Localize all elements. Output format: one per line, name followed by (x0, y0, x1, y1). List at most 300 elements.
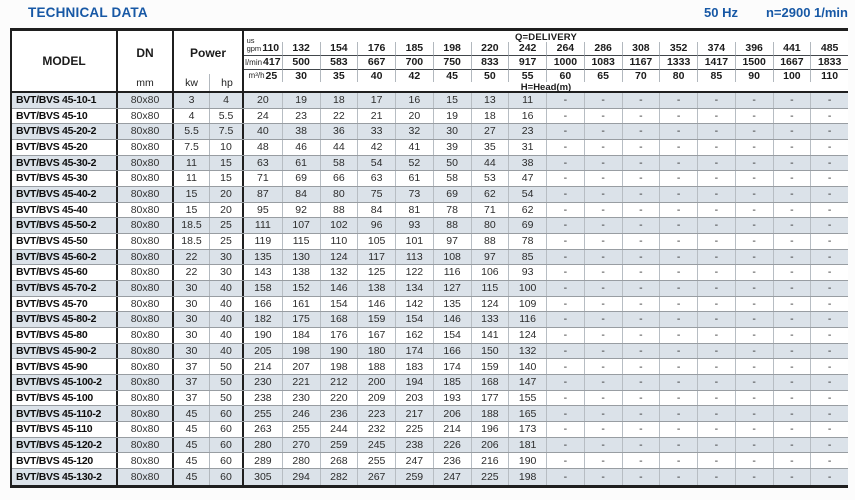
dn-cell: 80x80 (118, 109, 174, 124)
lmin-value-cell (282, 56, 320, 70)
dn-label: DN (136, 45, 154, 60)
head-value-cell: - (584, 422, 622, 437)
head-value-cell: 124 (471, 297, 509, 312)
model-cell: BVT/BVS 45-90 (12, 359, 118, 374)
head-value-cell: 41 (395, 140, 433, 155)
head-value-cell: - (773, 140, 811, 155)
technical-data-table (10, 28, 848, 488)
head-value-cell: 154 (433, 328, 471, 343)
head-value-cell: - (622, 218, 660, 233)
head-value-cell: 150 (471, 344, 509, 359)
head-value-cell: - (735, 218, 773, 233)
head-value-cell: - (810, 328, 848, 343)
head-value-cell: 238 (395, 438, 433, 453)
head-value-cell: 106 (471, 265, 509, 280)
model-cell: BVT/BVS 45-130-2 (12, 469, 118, 485)
gpm-value-cell (282, 42, 320, 56)
lmin-value-cell-value: 1333 (666, 56, 691, 69)
hp-cell: 20 (209, 203, 244, 218)
head-value-cell: - (659, 218, 697, 233)
head-value-cell: 75 (357, 187, 395, 202)
head-value-cell: 100 (508, 281, 546, 296)
head-value-cell: - (810, 156, 848, 171)
kw-unit-label: kw (185, 76, 198, 89)
head-value-cell: - (697, 281, 735, 296)
head-value-cell: - (584, 344, 622, 359)
model-cell: BVT/BVS 45-60-2 (12, 250, 118, 265)
table-row (12, 312, 848, 328)
model-cell: BVT/BVS 45-120-2 (12, 438, 118, 453)
m3h-value-cell-value: 60 (559, 69, 572, 82)
head-value-cell: 221 (282, 375, 320, 390)
head-value-cell: - (546, 297, 584, 312)
head-value-cell: 167 (357, 328, 395, 343)
head-value-cell: - (810, 453, 848, 468)
head-value-cell: 16 (508, 109, 546, 124)
head-value-cell: 73 (395, 187, 433, 202)
head-value-cell: 143 (254, 266, 272, 279)
head-value-cell: 50 (433, 156, 471, 171)
frequency-label: 50 Hz (704, 5, 738, 20)
head-value-cell: - (773, 187, 811, 202)
head-value-cell: 111 (254, 219, 271, 232)
head-value-cell: 92 (282, 203, 320, 218)
head-value-cell: 24 (257, 109, 269, 122)
head-value-cell: 138 (357, 281, 395, 296)
head-value-cell: - (622, 406, 660, 421)
dn-cell: 80x80 (118, 171, 174, 186)
kw-cell: 45 (185, 470, 198, 483)
head-value-cell: - (773, 375, 811, 390)
m3h-value-cell (810, 70, 848, 82)
head-value-cell: - (773, 93, 811, 108)
head-value-cell: - (697, 187, 735, 202)
gpm-value-cell (395, 42, 433, 56)
lmin-value-cell (584, 56, 622, 70)
head-value-cell: - (773, 203, 811, 218)
head-value-cell: 180 (357, 344, 395, 359)
head-value-cell: - (622, 156, 660, 171)
head-value-cell: 27 (471, 124, 509, 139)
kw-cell: 37 (185, 376, 198, 389)
head-value-cell: 232 (357, 422, 395, 437)
hp-cell: 5.5 (209, 109, 244, 124)
head-value-cell: 97 (471, 250, 509, 265)
head-value-cell: - (584, 438, 622, 453)
dn-cell: 80x80 (118, 344, 174, 359)
head-value-cell: 62 (471, 187, 509, 202)
head-value-cell: 147 (508, 375, 546, 390)
hp-cell: 40 (209, 344, 244, 359)
dn-cell: 80x80 (118, 265, 174, 280)
dn-cell: 80x80 (118, 391, 174, 406)
head-value-cell: - (697, 203, 735, 218)
kw-cell: 45 (185, 438, 198, 451)
head-value-cell: - (735, 453, 773, 468)
head-value-cell: 102 (320, 218, 358, 233)
head-value-cell: - (546, 281, 584, 296)
head-value-cell: - (622, 391, 660, 406)
head-value-cell: 63 (257, 156, 269, 169)
table-row (12, 422, 848, 438)
head-value-cell: - (584, 234, 622, 249)
m3h-value-cell-value: 45 (446, 69, 458, 82)
head-label: H=Head(m) (520, 82, 572, 93)
head-value-cell: - (659, 281, 697, 296)
head-value-cell: 38 (282, 124, 320, 139)
head-value-cell: 198 (320, 359, 358, 374)
head-value-cell: - (810, 203, 848, 218)
head-value-cell: - (697, 328, 735, 343)
head-value-cell: 158 (254, 282, 272, 295)
head-value-cell: 200 (357, 375, 395, 390)
head-value-cell: - (810, 140, 848, 155)
head-value-cell: 69 (508, 218, 546, 233)
m3h-value-cell (508, 70, 546, 82)
head-value-cell: - (659, 124, 697, 139)
head-value-cell: 289 (254, 454, 272, 467)
head-value-cell: 125 (357, 265, 395, 280)
head-value-cell: - (546, 250, 584, 265)
head-value-cell: - (810, 406, 848, 421)
head-value-cell: - (622, 359, 660, 374)
gpm-value-cell-value: 441 (783, 41, 801, 54)
head-value-cell: - (546, 375, 584, 390)
head-value-cell: 124 (508, 328, 546, 343)
head-value-cell: 183 (395, 359, 433, 374)
m3h-value-cell-value: 42 (408, 69, 421, 82)
head-value-cell: - (622, 297, 660, 312)
hp-cell: 25 (209, 234, 244, 249)
head-value-cell: - (735, 297, 773, 312)
head-value-cell: 35 (471, 140, 509, 155)
lmin-value-cell-value: 750 (443, 56, 461, 69)
dn-cell: 80x80 (118, 218, 174, 233)
head-value-cell: - (659, 312, 697, 327)
head-value-cell: - (546, 265, 584, 280)
head-value-cell: 48 (257, 141, 269, 154)
kw-cell: 7.5 (184, 141, 199, 154)
head-value-cell: 127 (433, 281, 471, 296)
head-value-cell: - (773, 109, 811, 124)
lmin-value-cell-value: 1083 (591, 56, 615, 69)
head-value-cell: 54 (357, 156, 395, 171)
head-value-cell: 238 (254, 391, 272, 404)
head-value-cell: 155 (508, 391, 546, 406)
lmin-value-cell-value: 1500 (742, 56, 766, 69)
head-value-cell: - (622, 312, 660, 327)
m3h-value-cell (622, 70, 660, 82)
lmin-value-cell (433, 56, 471, 70)
m3h-value-cell-value: 65 (597, 69, 609, 82)
head-value-cell: 80 (471, 218, 509, 233)
gpm-value-cell-value: 154 (330, 41, 348, 54)
head-value-cell: - (735, 124, 773, 139)
head-value-cell: 188 (471, 406, 509, 421)
model-column-header: MODEL (12, 31, 118, 91)
gpm-value-cell-value: 185 (405, 41, 424, 54)
head-value-cell: - (773, 171, 811, 186)
kw-cell: 18.5 (181, 235, 202, 248)
kw-cell: 15 (185, 203, 198, 216)
gpm-value-cell (471, 42, 509, 56)
lmin-value-cell-value: 917 (518, 56, 537, 69)
dn-cell: 80x80 (118, 438, 174, 453)
head-value-cell: 207 (282, 359, 320, 374)
head-value-cell: - (622, 344, 660, 359)
head-value-cell: - (546, 453, 584, 468)
m3h-value-cell-value: 50 (484, 69, 496, 82)
head-value-cell: 124 (320, 250, 358, 265)
hp-cell: 50 (209, 375, 244, 390)
head-value-cell: 182 (254, 313, 272, 326)
head-value-cell: - (735, 359, 773, 374)
head-value-cell: 115 (282, 234, 320, 249)
head-value-cell: - (546, 234, 584, 249)
kw-cell: 22 (185, 266, 198, 279)
head-value-cell: - (697, 265, 735, 280)
head-value-cell: 146 (433, 312, 471, 327)
head-value-cell: - (773, 469, 811, 485)
head-value-cell: 81 (395, 203, 433, 218)
dn-cell: 80x80 (118, 250, 174, 265)
head-value-cell: 142 (395, 297, 433, 312)
head-value-cell: 132 (320, 265, 358, 280)
power-column-header (174, 31, 244, 91)
head-value-cell: 36 (320, 124, 358, 139)
head-value-cell: 161 (282, 297, 320, 312)
head-value-cell: 119 (254, 235, 272, 248)
head-value-cell: - (697, 359, 735, 374)
lmin-value-cell (735, 56, 773, 70)
kw-cell: 30 (185, 313, 198, 326)
head-value-cell: - (584, 140, 622, 155)
head-value-cell: 97 (433, 234, 471, 249)
lmin-value-cell (810, 56, 848, 70)
head-value-cell: - (584, 328, 622, 343)
kw-cell: 45 (185, 423, 198, 436)
head-value-cell: 22 (320, 109, 358, 124)
head-value-cell: - (810, 359, 848, 374)
head-value-cell: - (659, 297, 697, 312)
m3h-value-cell-value: 80 (672, 69, 685, 82)
head-value-cell: - (584, 171, 622, 186)
head-value-cell: 168 (471, 375, 509, 390)
hp-cell: 60 (209, 406, 244, 421)
head-value-cell: 15 (433, 93, 471, 108)
dn-cell: 80x80 (118, 406, 174, 421)
m3h-value-cell (282, 70, 320, 82)
head-value-cell: 71 (471, 203, 509, 218)
head-value-cell: 62 (508, 203, 546, 218)
head-value-cell: 146 (357, 297, 395, 312)
head-value-cell: 116 (508, 312, 546, 327)
head-value-cell: 259 (320, 438, 358, 453)
head-value-cell: 69 (282, 171, 320, 186)
head-value-cell: 115 (471, 281, 509, 296)
kw-cell: 3 (188, 94, 195, 107)
model-cell: BVT/BVS 45-50 (12, 234, 118, 249)
head-value-cell: 122 (395, 265, 433, 280)
model-cell: BVT/BVS 45-90-2 (12, 344, 118, 359)
spec-labels (704, 5, 848, 20)
head-value-cell: - (584, 109, 622, 124)
head-value-cell: - (735, 375, 773, 390)
table-row (12, 359, 848, 375)
head-value-cell: - (622, 469, 660, 485)
lmin-value-cell-value: 833 (481, 56, 499, 69)
head-value-cell: - (659, 453, 697, 468)
head-value-cell: 17 (357, 93, 395, 108)
head-value-cell: - (810, 375, 848, 390)
head-value-cell: - (546, 140, 584, 155)
dn-cell: 80x80 (118, 328, 174, 343)
head-value-cell: 247 (433, 469, 471, 485)
hp-unit-label: hp (209, 74, 244, 91)
head-value-cell: 33 (357, 124, 395, 139)
dn-unit-label: mm (136, 76, 154, 89)
head-value-cell: - (546, 218, 584, 233)
head-value-cell: 38 (508, 156, 546, 171)
head-value-cell: - (659, 469, 697, 485)
lmin-value-cell (395, 56, 433, 70)
hp-cell: 60 (209, 469, 244, 485)
speed-label: n=2900 1/min (765, 5, 848, 20)
head-value-cell: - (659, 391, 697, 406)
model-cell: BVT/BVS 45-10 (12, 109, 118, 124)
model-cell: BVT/BVS 45-110 (12, 422, 118, 437)
head-value-cell: - (546, 406, 584, 421)
table-row (12, 156, 848, 172)
dn-cell: 80x80 (118, 469, 174, 485)
head-value-cell: - (810, 312, 848, 327)
lmin-value-cell (773, 56, 811, 70)
head-value-cell: - (810, 265, 848, 280)
m3h-value-cell-value: 30 (295, 69, 307, 82)
m3h-value-cell-value: 55 (521, 69, 534, 82)
head-value-cell: - (584, 250, 622, 265)
model-cell: BVT/BVS 45-100-2 (12, 375, 118, 390)
head-value-cell: - (622, 234, 660, 249)
head-value-cell: 88 (320, 203, 358, 218)
head-value-cell: - (697, 391, 735, 406)
gpm-value-cell (735, 42, 773, 56)
head-value-cell: 113 (395, 250, 433, 265)
hp-cell: 7.5 (209, 124, 244, 139)
head-value-cell: 177 (471, 391, 509, 406)
head-value-cell: 267 (357, 469, 395, 485)
model-cell: BVT/BVS 45-120 (12, 453, 118, 468)
head-value-cell: - (735, 344, 773, 359)
head-value-cell: - (697, 93, 735, 108)
head-value-cell: 95 (257, 203, 269, 216)
head-value-cell: - (622, 93, 660, 108)
model-cell: BVT/BVS 45-100 (12, 391, 118, 406)
model-cell: BVT/BVS 45-70-2 (12, 281, 118, 296)
model-cell: BVT/BVS 45-110-2 (12, 406, 118, 421)
head-value-cell: 174 (395, 344, 433, 359)
head-value-cell: - (622, 109, 660, 124)
kw-cell: 30 (185, 282, 198, 295)
hp-cell: 50 (209, 359, 244, 374)
gpm-value-cell-value: 132 (292, 41, 310, 54)
head-value-cell: - (773, 391, 811, 406)
delivery-label: Q=DELIVERY (514, 31, 578, 43)
gpm-unit-bottom: gpm (246, 44, 262, 54)
head-value-cell: 138 (282, 265, 320, 280)
head-value-cell: - (735, 312, 773, 327)
dn-cell: 80x80 (118, 124, 174, 139)
head-value-cell: 30 (433, 124, 471, 139)
head-value-cell: - (546, 359, 584, 374)
head-value-cell: - (659, 109, 697, 124)
gpm-value-cell (508, 42, 546, 56)
head-value-cell: 61 (395, 171, 433, 186)
head-value-cell: 47 (508, 171, 546, 186)
head-value-cell: 44 (471, 156, 509, 171)
head-value-cell: - (735, 250, 773, 265)
m3h-value-cell (471, 70, 509, 82)
head-value-cell: 165 (508, 406, 546, 421)
delivery-header-grid (244, 31, 848, 91)
hp-cell: 50 (209, 391, 244, 406)
head-value-cell: - (697, 438, 735, 453)
head-value-cell: 61 (282, 156, 320, 171)
head-value-cell: - (810, 297, 848, 312)
model-cell: BVT/BVS 45-50-2 (12, 218, 118, 233)
head-value-cell: - (810, 171, 848, 186)
head-value-cell: 220 (320, 391, 358, 406)
kw-cell: 45 (185, 454, 198, 467)
head-value-cell: - (622, 140, 660, 155)
head-value-cell: 212 (320, 375, 358, 390)
head-value-cell: 63 (357, 171, 395, 186)
lmin-value-cell-value: 1417 (704, 56, 729, 69)
head-value-cell: - (735, 171, 773, 186)
head-value-cell: - (622, 281, 660, 296)
head-value-cell: - (584, 187, 622, 202)
head-value-cell: - (697, 156, 735, 171)
head-value-cell: 71 (257, 172, 269, 185)
head-value-cell: - (546, 156, 584, 171)
head-value-cell: - (773, 344, 811, 359)
head-value-cell: - (584, 281, 622, 296)
head-value-cell: 193 (433, 391, 471, 406)
head-value-cell: - (584, 359, 622, 374)
head-value-cell: - (773, 453, 811, 468)
kw-cell: 18.5 (181, 219, 202, 232)
head-value-cell: - (697, 140, 735, 155)
table-row (12, 406, 848, 422)
head-value-cell: - (697, 375, 735, 390)
m3h-value-cell-value: 90 (748, 69, 760, 82)
head-value-cell: 80 (320, 187, 358, 202)
head-value-cell: - (773, 234, 811, 249)
head-value-cell: 282 (320, 469, 358, 485)
head-value-cell: 181 (508, 438, 546, 453)
hp-cell: 15 (209, 156, 244, 171)
lmin-value-cell-value: 1167 (629, 56, 653, 69)
head-value-cell: - (659, 328, 697, 343)
head-value-cell: 105 (357, 234, 395, 249)
gpm-value-cell-value: 264 (556, 41, 575, 54)
table-row (12, 171, 848, 187)
head-value-cell: - (659, 93, 697, 108)
head-value-cell: - (773, 312, 811, 327)
head-value-cell: 40 (257, 125, 269, 138)
head-value-cell: 88 (433, 218, 471, 233)
head-value-cell: - (773, 265, 811, 280)
